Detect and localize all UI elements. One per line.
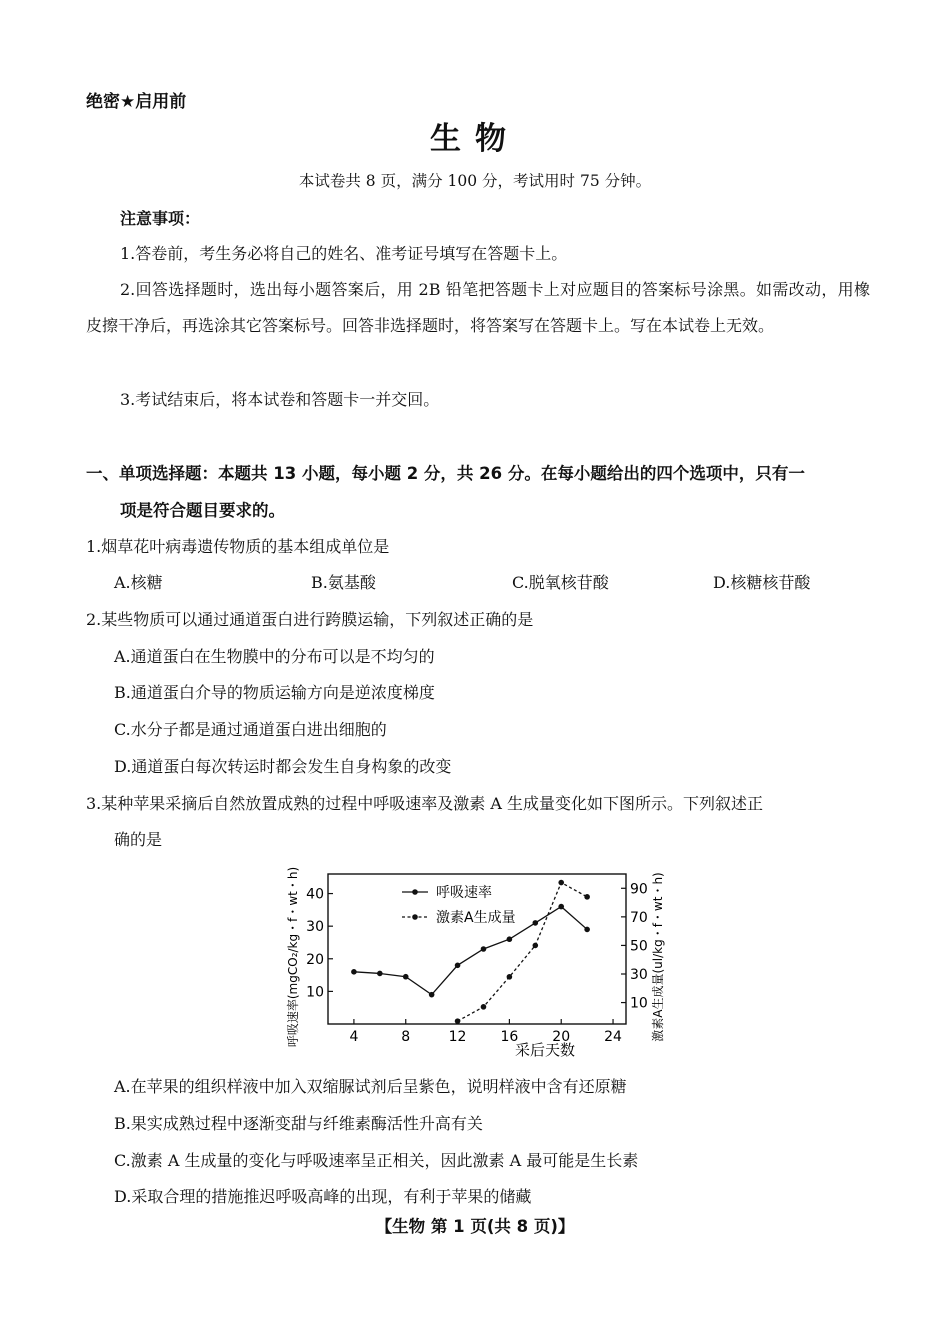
y-left-tick-label: 10 <box>306 984 324 1001</box>
y-right-tick-label: 10 <box>630 995 648 1012</box>
question-2-stem: 2.某些物质可以通过通道蛋白进行跨膜运输，下列叙述正确的是 <box>86 610 534 629</box>
question-3-option-c: C.激素 A 生成量的变化与呼吸速率呈正相关，因此激素 A 最可能是生长素 <box>114 1151 639 1170</box>
x-tick-label: 24 <box>604 1029 622 1045</box>
section-heading <box>86 455 870 529</box>
hormone-a-point <box>584 894 590 900</box>
hormone-a-line <box>458 883 588 1022</box>
notice-heading: 注意事项： <box>120 209 201 228</box>
x-tick-label: 20 <box>552 1029 571 1045</box>
hormone-a-point <box>481 1004 487 1010</box>
respiration-point <box>377 971 383 977</box>
question-2-option-b: B.通道蛋白介导的物质运输方向是逆浓度梯度 <box>114 683 435 702</box>
notice-item-2: 2.回答选择题时，选出每小题答案后，用 2B 铅笔把答题卡上对应题目的答案标号涂黑。如需改动，用橡皮擦干净后，再选涂其它答案标号。回答非选择题时，将答案写在答题卡上。写在本试卷上无效。 <box>86 280 870 335</box>
respiration-point <box>351 969 357 975</box>
y-right-tick-label: 50 <box>630 938 648 955</box>
question-3-option-a: A.在苹果的组织样液中加入双缩脲试剂后呈紫色，说明样液中含有还原糖 <box>114 1077 627 1096</box>
hormone-a-point <box>558 880 564 886</box>
notice-item-1: 1.答卷前，考生务必将自己的姓名、准考证号填写在答题卡上。 <box>120 244 568 263</box>
chart-legend <box>402 884 516 926</box>
hormone-a-point <box>533 943 539 949</box>
y-right-tick-label: 90 <box>630 881 648 898</box>
question-3-stem-line1: 3.某种苹果采摘后自然放置成熟的过程中呼吸速率及激素 A 生成量变化如下图所示。下列叙述正 <box>86 794 763 813</box>
question-3-option-d: D.采取合理的措施推迟呼吸高峰的出现，有利于苹果的储藏 <box>114 1187 532 1206</box>
question-1-option-b: B.氨基酸 <box>311 573 376 592</box>
exam-info: 本试卷共 8 页，满分 100 分，考试用时 75 分钟。 <box>298 172 652 190</box>
legend-respiration: 呼吸速率 <box>436 885 492 901</box>
respiration-point <box>558 904 564 910</box>
x-tick-label: 4 <box>349 1029 359 1045</box>
respiration-hormone-chart <box>280 852 680 1067</box>
respiration-point <box>429 992 435 998</box>
hormone-a-point <box>455 1018 461 1024</box>
section-heading-line2: 项是符合题目要求的。 <box>120 501 285 520</box>
question-1-option-d: D.核糖核苷酸 <box>713 573 811 592</box>
question-2-option-a: A.通道蛋白在生物膜中的分布可以是不均匀的 <box>114 647 435 666</box>
legend-hormone-a: 激素A生成量 <box>436 910 516 926</box>
y-axis-left-label: 呼吸速率(mgCO₂/kg・f・wt・h) <box>286 866 300 1048</box>
x-tick-label: 8 <box>401 1029 411 1045</box>
y-right-tick-label: 70 <box>630 909 648 926</box>
section-heading-line1: 一、单项选择题：本题共 13 小题，每小题 2 分，共 26 分。在每小题给出的四个选项中，只有一 <box>86 464 805 483</box>
confidential-label: 绝密★启用前 <box>86 92 187 112</box>
respiration-point <box>533 920 539 926</box>
respiration-point <box>403 974 409 980</box>
question-2-option-d: D.通道蛋白每次转运时都会发生自身构象的改变 <box>114 757 452 776</box>
y-axis-right-label: 激素A生成量(ul/kg・f・wt・h) <box>651 872 665 1042</box>
question-1-stem: 1.烟草花叶病毒遗传物质的基本组成单位是 <box>86 537 390 556</box>
respiration-point <box>584 927 590 933</box>
y-left-tick-label: 40 <box>306 886 324 903</box>
hormone-a-point <box>507 974 513 980</box>
respiration-point <box>481 946 487 952</box>
page-footer: 【生物 第 1 页(共 8 页)】 <box>375 1217 575 1236</box>
x-tick-label: 16 <box>500 1029 519 1045</box>
x-axis-label: 采后天数 <box>514 1041 576 1059</box>
page-title: 生物 <box>430 121 520 157</box>
question-3-stem-line2: 确的是 <box>114 830 163 849</box>
question-1-option-a: A.核糖 <box>114 573 163 592</box>
question-3-option-b: B.果实成熟过程中逐渐变甜与纤维素酶活性升高有关 <box>114 1114 483 1133</box>
x-tick-label: 12 <box>448 1029 467 1045</box>
y-left-tick-label: 30 <box>306 919 324 936</box>
notice-item-3: 3.考试结束后，将本试卷和答题卡一并交回。 <box>120 390 440 409</box>
question-2-option-c: C.水分子都是通过通道蛋白进出细胞的 <box>114 720 387 739</box>
respiration-point <box>455 963 461 969</box>
y-left-tick-label: 20 <box>306 951 324 968</box>
question-1-option-c: C.脱氧核苷酸 <box>512 573 609 592</box>
respiration-point <box>507 936 513 942</box>
y-right-tick-label: 30 <box>630 967 648 983</box>
